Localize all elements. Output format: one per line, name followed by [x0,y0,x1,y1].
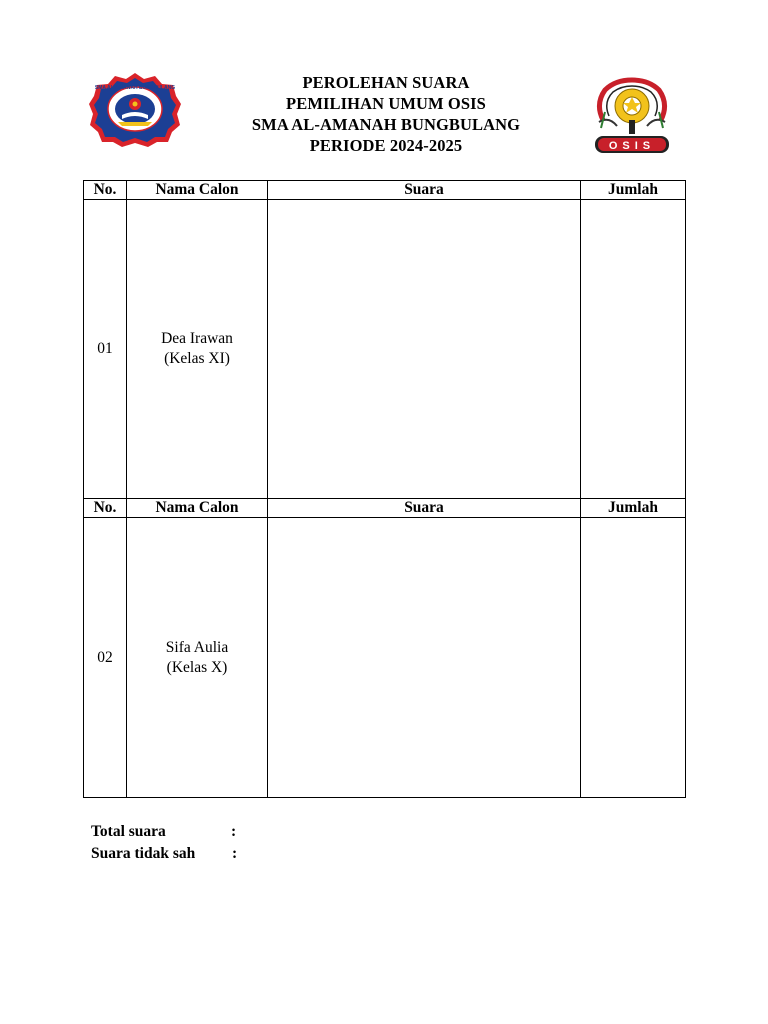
invalid-votes-row [91,843,237,865]
suara-tally-cell[interactable] [268,200,581,499]
suara-tally-cell[interactable] [268,518,581,798]
jumlah-cell[interactable] [581,518,686,798]
candidate-class: (Kelas X) [166,658,228,676]
column-header-jumlah: Jumlah [581,181,686,200]
invalid-votes-label: Suara tidak sah [91,845,196,862]
table-header-row [84,181,686,200]
total-votes-separator: : [231,823,237,840]
candidate-name: Dea Irawan [161,330,233,347]
candidate-name-cell [127,518,268,798]
table-header-row [84,499,686,518]
candidate-number: 02 [84,518,127,798]
column-header-nama-calon: Nama Calon [127,181,268,200]
vote-table [83,180,686,798]
total-votes-row [91,821,237,843]
column-header-no: No. [84,181,127,200]
candidate-row [84,200,686,499]
column-header-suara: Suara [268,499,581,518]
invalid-votes-separator: : [232,845,238,862]
total-votes-label: Total suara [91,823,166,840]
osis-logo-text: OSIS [608,140,656,152]
title-line-1: PEROLEHAN SUARA [302,73,470,92]
candidate-number: 01 [84,200,127,499]
school-logo [88,71,182,147]
candidate-class: (Kelas XI) [164,350,230,367]
candidate-name-cell [127,200,268,499]
candidate-row [84,518,686,798]
title-line-2: PEMILIHAN UMUM OSIS [286,94,486,113]
title-line-4: PERIODE 2024-2025 [309,136,463,155]
column-header-jumlah: Jumlah [581,499,686,518]
jumlah-cell[interactable] [581,200,686,499]
school-logo-text: SMA AL-AMANAH BUNGBULANG [94,85,176,91]
vote-summary [91,821,237,865]
page-title [186,72,586,156]
candidate-name: Sifa Aulia [165,638,229,656]
column-header-suara: Suara [268,181,581,200]
column-header-no: No. [84,499,127,518]
osis-logo [589,76,675,156]
column-header-nama-calon: Nama Calon [127,499,268,518]
title-line-3: SMA AL-AMANAH BUNGBULANG [251,115,521,134]
